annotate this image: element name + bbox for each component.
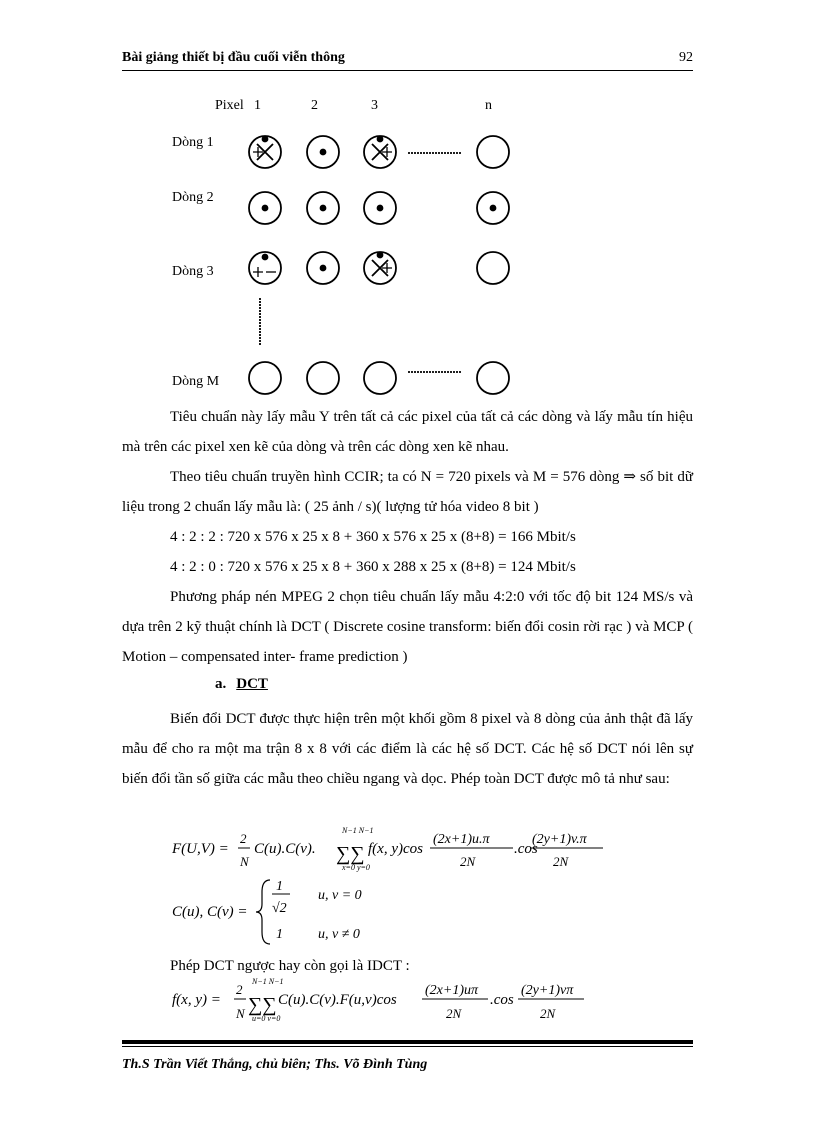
svg-text:C(u).C(v).F(u,v)cos: C(u).C(v).F(u,v)cos <box>278 992 397 1008</box>
pixel-index-n: n <box>485 98 492 113</box>
pixel-index-2: 2 <box>311 98 318 113</box>
line-420: 4 : 2 : 0 : 720 x 576 x 25 x 8 + 360 x 288 x 25 x (8+8) = 124 Mbit/s <box>170 559 576 575</box>
heading-text: DCT <box>236 676 268 692</box>
svg-text:N: N <box>236 1006 245 1021</box>
pixel-index-1: 1 <box>254 98 261 113</box>
pixel-index-3: 3 <box>371 98 378 113</box>
svg-text:2N: 2N <box>540 1006 556 1021</box>
body-block-3 <box>122 951 693 981</box>
footer-rule-thin <box>122 1046 693 1047</box>
svg-text:2N: 2N <box>460 854 476 869</box>
footer-authors: Th.S Trần Viết Thắng, chủ biên; Ths. Võ Đình Tùng <box>122 1057 428 1072</box>
paragraph-sampling: Tiêu chuẩn này lấy mẫu Y trên tất cả các pixel của tất cả các dòng và lấy mẫu tín hiệu mà trên các pixel xen kẽ của dòng và trên các dòng xen kẽ nhau. <box>122 409 693 455</box>
svg-text:.cos: .cos <box>514 841 538 857</box>
formula-cu-cv <box>172 879 362 944</box>
line-422: 4 : 2 : 2 : 720 x 576 x 25 x 8 + 360 x 576 x 25 x (8+8) = 166 Mbit/s <box>170 529 576 545</box>
svg-text:C(u), C(v) =: C(u), C(v) = <box>172 904 248 920</box>
svg-text:(2y+1)v.π: (2y+1)v.π <box>532 832 587 847</box>
svg-text:u, v = 0: u, v = 0 <box>318 888 362 903</box>
svg-text:f(x, y) =: f(x, y) = <box>172 992 221 1008</box>
page-number: 92 <box>679 50 693 65</box>
svg-text:2: 2 <box>240 831 247 846</box>
svg-text:x=0 y=0: x=0 y=0 <box>342 863 370 872</box>
svg-text:2: 2 <box>236 982 243 997</box>
paragraph-dct: Biến đổi DCT được thực hiện trên một khối gồm 8 pixel và 8 dòng của ảnh thật đã lấy mẫu để cho ra một ma trận 8 x 8 với các điểm là các hệ số DCT. Các hệ số DCT nói lên sự biến đổi tần số giữa các mẫu theo chiều ngang và dọc. Phép toàn DCT được mô tả như sau: <box>122 711 693 787</box>
svg-text:2N: 2N <box>446 1006 462 1021</box>
svg-text:N: N <box>240 854 249 869</box>
svg-text:N−1 N−1: N−1 N−1 <box>252 977 284 986</box>
svg-text:1: 1 <box>276 927 283 942</box>
svg-text:(2y+1)vπ: (2y+1)vπ <box>521 983 574 998</box>
row-label-1: Dòng 1 <box>172 135 214 150</box>
svg-text:u=0 v=0: u=0 v=0 <box>252 1014 281 1023</box>
formula-dct <box>171 826 603 872</box>
header-title: Bài giảng thiết bị đầu cuối viễn thông <box>122 50 345 65</box>
svg-text:u, v ≠ 0: u, v ≠ 0 <box>318 927 360 942</box>
svg-text:∑∑: ∑∑ <box>336 843 365 865</box>
row-label-2: Dòng 2 <box>172 190 214 205</box>
row-label-3: Dòng 3 <box>172 264 214 279</box>
svg-text:f(x, y)cos: f(x, y)cos <box>368 841 423 857</box>
heading-number: a. <box>215 676 227 692</box>
svg-text:√2: √2 <box>272 901 287 916</box>
svg-text:∑∑: ∑∑ <box>248 994 277 1016</box>
svg-text:(2x+1)u.π: (2x+1)u.π <box>433 832 490 847</box>
svg-text:(2x+1)uπ: (2x+1)uπ <box>425 983 478 998</box>
svg-text:C(u).C(v).: C(u).C(v). <box>254 841 316 857</box>
svg-text:N−1 N−1: N−1 N−1 <box>342 826 374 835</box>
svg-text:1: 1 <box>276 879 283 894</box>
pixel-label: Pixel <box>215 98 244 113</box>
svg-text:F(U,V) =: F(U,V) = <box>172 841 229 857</box>
paragraph-idct: Phép DCT ngược hay còn gọi là IDCT : <box>170 958 410 974</box>
footer-rule-thick <box>122 1040 693 1044</box>
svg-text:2N: 2N <box>553 854 569 869</box>
paragraph-mpeg2: Phương pháp nén MPEG 2 chọn tiêu chuẩn lấy mẫu 4:2:0 với tốc độ bit 124 MS/s và dựa trên 2 kỹ thuật chính là DCT ( Discrete cosine transform: biến đổi cosin rời rạc ) và MCP ( Motion – compensated inter- frame prediction ) <box>122 589 693 665</box>
paragraph-ccir: Theo tiêu chuẩn truyền hình CCIR; ta có N = 720 pixels và M = 576 dòng ⇒ số bit dữ liệu trong 2 chuẩn lấy mẫu là: ( 25 ảnh / s)( lượng tử hóa video 8 bit ) <box>122 469 693 515</box>
row-label-m: Dòng M <box>172 374 220 389</box>
formula-idct <box>172 977 584 1023</box>
svg-text:.cos: .cos <box>490 992 514 1008</box>
